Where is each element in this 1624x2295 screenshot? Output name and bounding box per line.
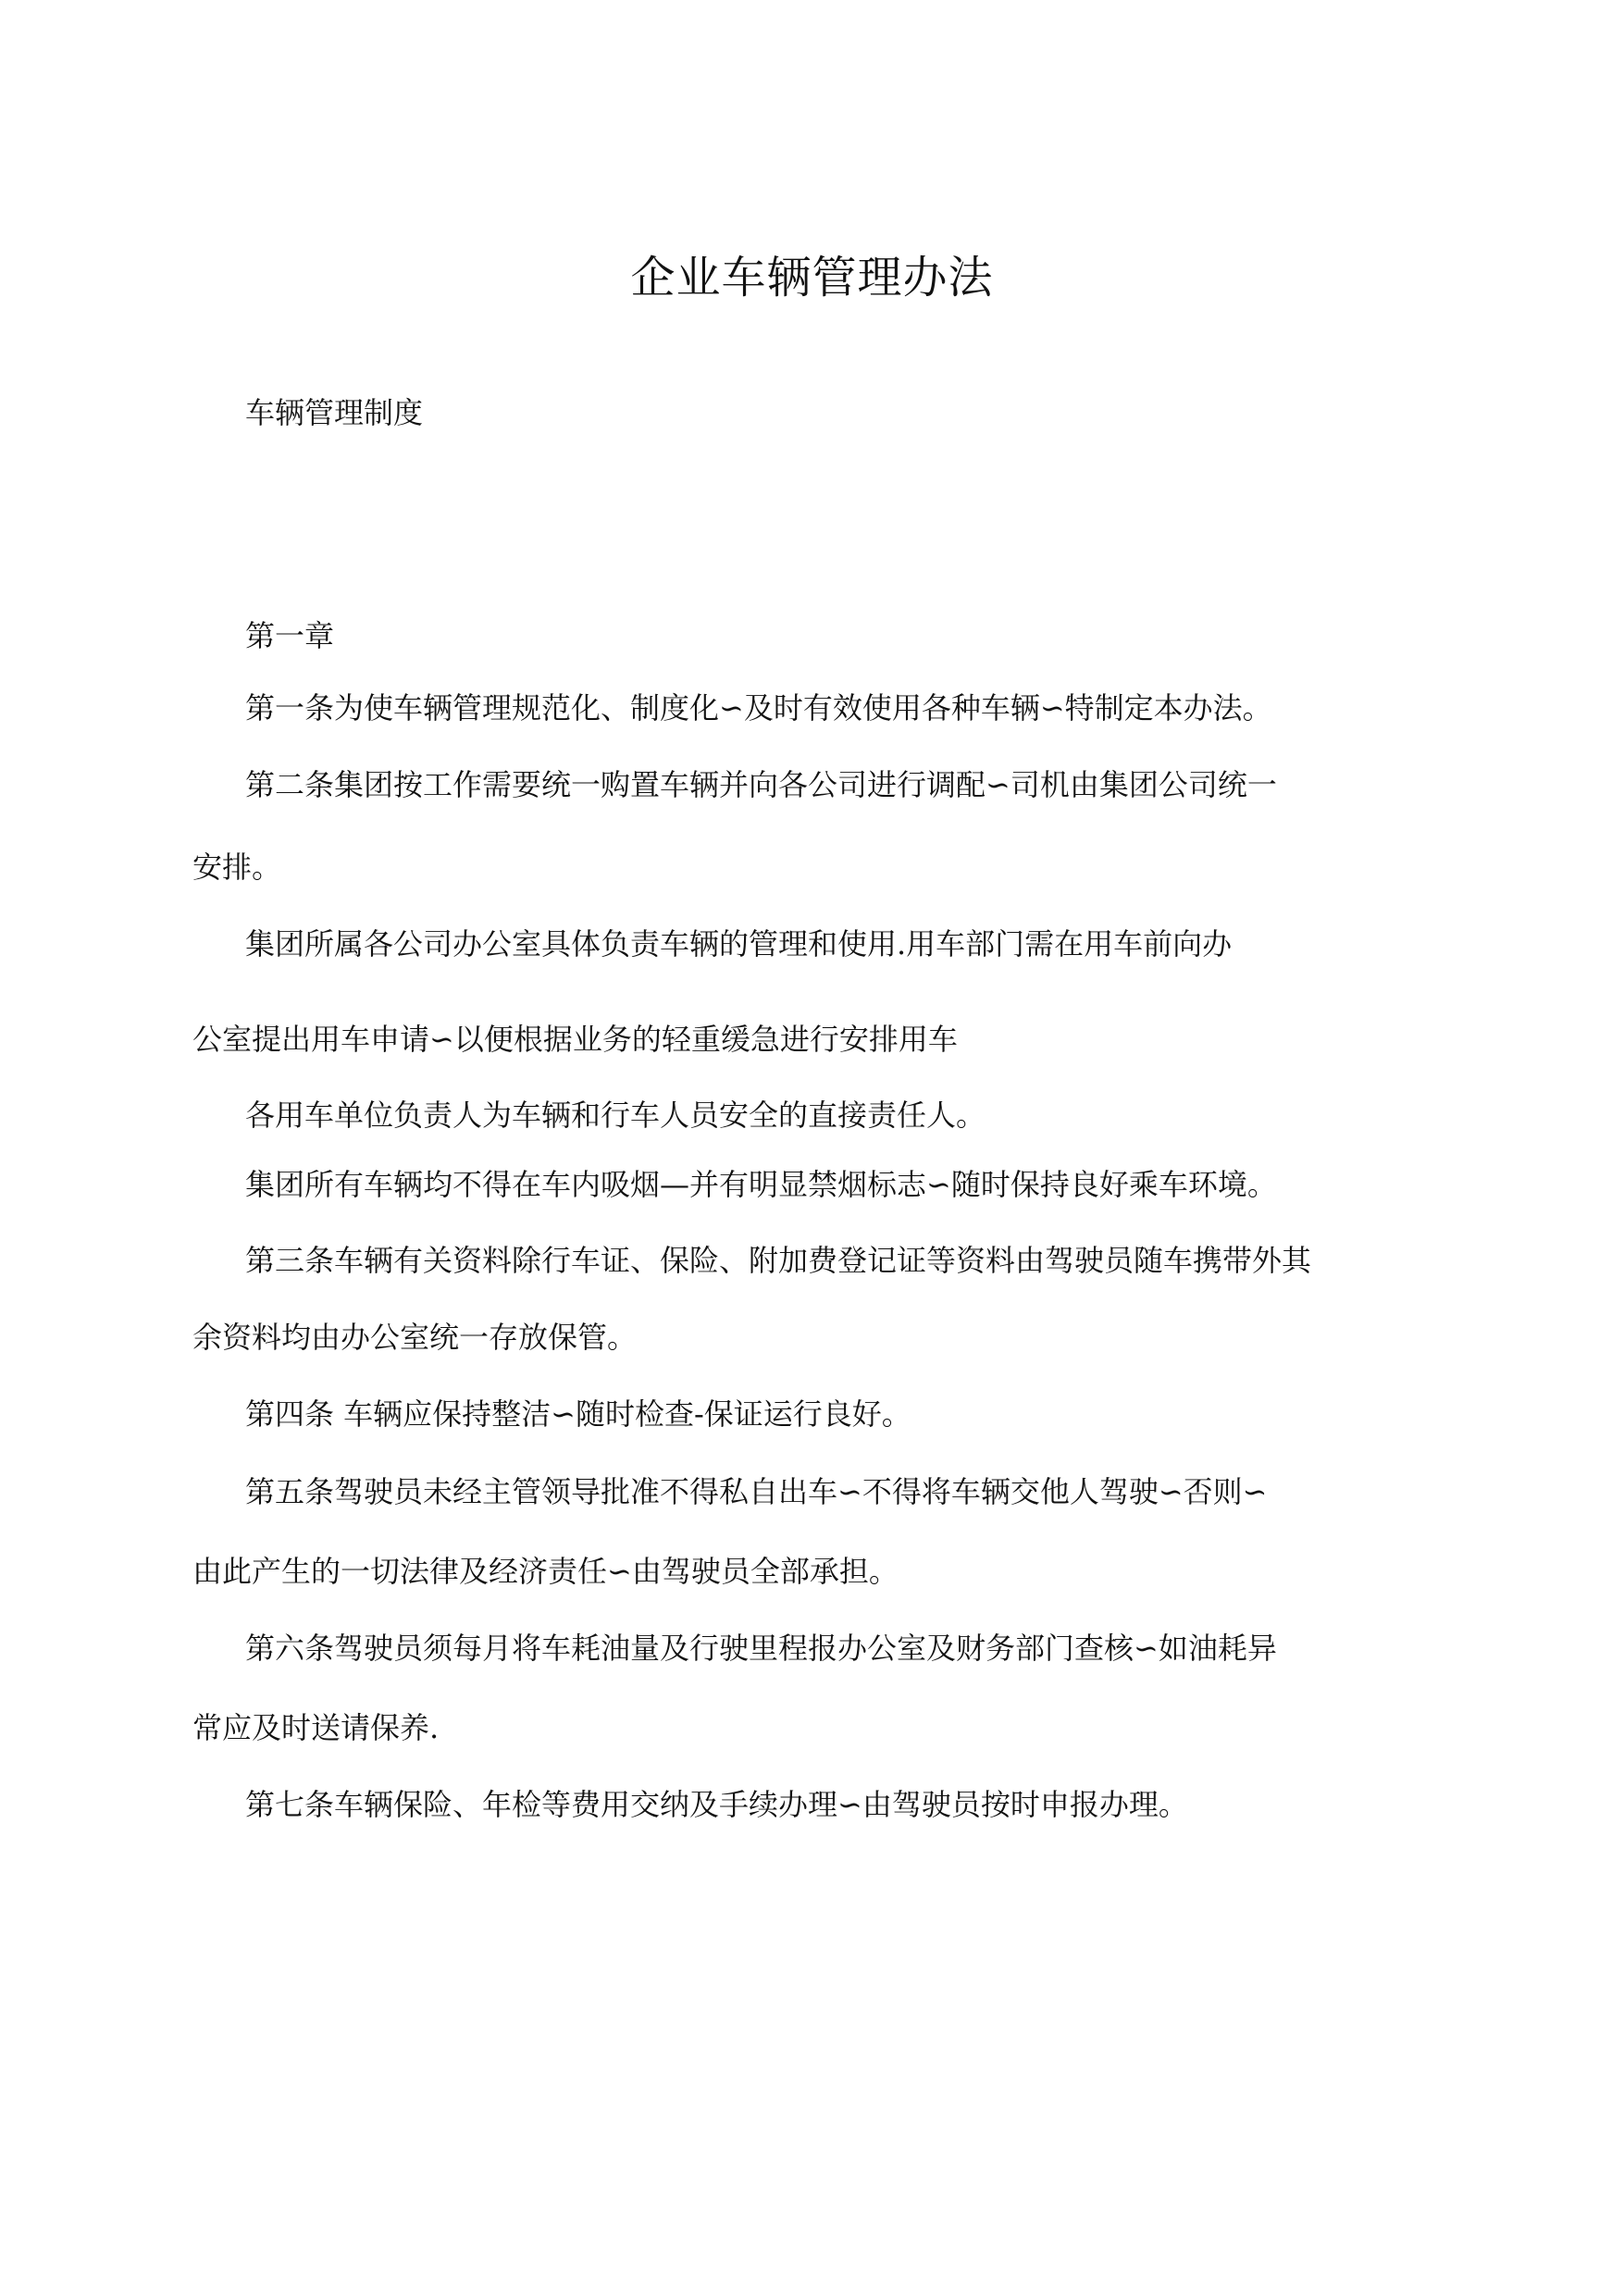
article-1: 第一条为使车辆管理规范化、制度化∽及时有效使用各种车辆∽特制定本办法。 bbox=[245, 690, 1272, 726]
article-5-continued: 由此产生的一切法律及经济责任∽由驾驶员全部承担。 bbox=[192, 1554, 899, 1589]
article-3: 第三条车辆有关资料除行车证、保险、附加费登记证等资料由驾驶员随车携带外其 bbox=[245, 1243, 1312, 1278]
article-3-continued: 余资料均由办公室统一存放保管。 bbox=[192, 1320, 638, 1355]
document-subtitle: 车辆管理制度 bbox=[245, 395, 424, 430]
article-4: 第四条 车辆应保持整洁∽随时检查-保证运行良好。 bbox=[245, 1396, 911, 1432]
document-title: 企业车辆管理办法 bbox=[630, 252, 994, 304]
paragraph-responsible: 各用车单位负责人为车辆和行车人员安全的直接责任人。 bbox=[245, 1098, 986, 1133]
article-7: 第七条车辆保险、年检等费用交纳及手续办理∽由驾驶员按时申报办理。 bbox=[245, 1787, 1188, 1822]
article-6: 第六条驾驶员须每月将车耗油量及行驶里程报办公室及财务部门查核∽如油耗异 bbox=[245, 1631, 1277, 1666]
chapter-heading: 第一章 bbox=[245, 618, 335, 653]
paragraph-office: 集团所属各公司办公室具体负责车辆的管理和使用.用车部门需在用车前向办 bbox=[245, 926, 1233, 961]
paragraph-office-cont: 公室提出用车申请∽以便根据业务的轻重缓急进行安排用车 bbox=[192, 1022, 958, 1057]
paragraph-no-smoking: 集团所有车辆均不得在车内吸烟—并有明显禁烟标志∽随时保持良好乘车环境。 bbox=[245, 1167, 1277, 1202]
article-2: 第二条集团按工作需要统一购置车辆并向各公司进行调配∽司机由集团公司统一 bbox=[245, 767, 1277, 802]
article-2-continued: 安排。 bbox=[192, 850, 282, 885]
article-6-continued: 常应及时送请保养. bbox=[192, 1710, 440, 1745]
article-5: 第五条驾驶员未经主管领导批准不得私自出车∽不得将车辆交他人驾驶∽否则∽ bbox=[245, 1474, 1268, 1509]
